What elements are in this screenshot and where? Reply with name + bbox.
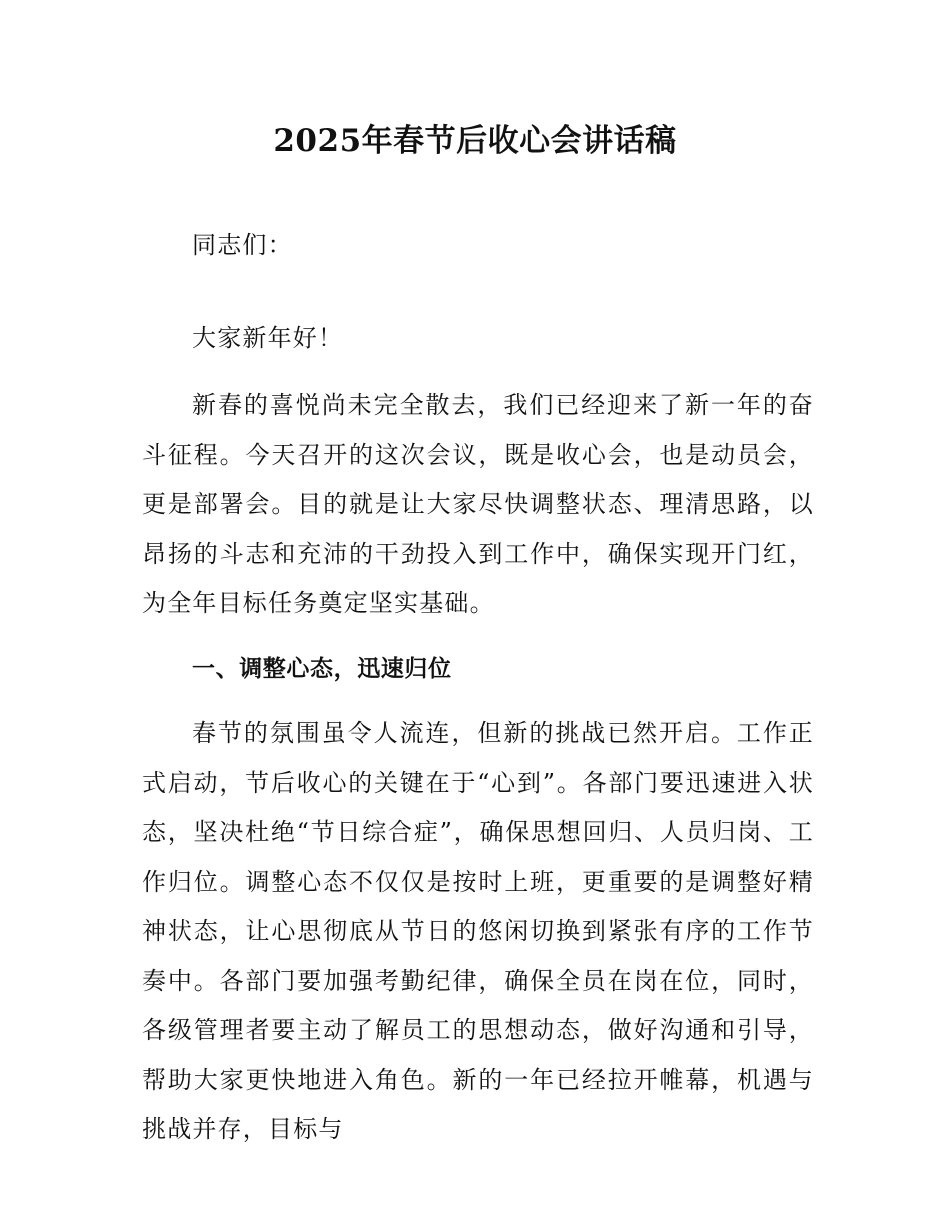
section-paragraph: 春节的氛围虽令人流连，但新的挑战已然开启。工作正式启动，节后收心的关键在于“心到”。各部门要迅速进入状态，坚决杜绝“节日综合症”，确保思想回归、人员归岗、工作归位。调整心态不仅仅是按时上班，更重要的是调整好精神状态，让心思彻底从节日的悠闲切换到紧张有序的工作节奏中。各部门要加强考勤纪律，确保全员在岗在位，同时，各级管理者要主动了解员工的思想动态，做好沟通和引导，帮助大家更快地进入角色。新的一年已经拉开帷幕，机遇与挑战并存，目标与 (142, 719, 814, 1143)
intro-paragraph: 新春的喜悦尚未完全散去，我们已经迎来了新一年的奋斗征程。今天召开的这次会议，既是收心会，也是动员会，更是部署会。目的就是让大家尽快调整状态、理清思路，以昂扬的斗志和充沛的干劲投入到工作中，确保实现开门红，为全年目标任务奠定坚实基础。 (142, 391, 814, 617)
new-year-wish: 大家新年好！ (192, 324, 344, 352)
section-heading: 一、调整心态，迅速归位 (192, 656, 452, 682)
greeting-line: 同志们： (192, 231, 293, 259)
document-title: 2025年春节后收心会讲话稿 (273, 123, 677, 159)
